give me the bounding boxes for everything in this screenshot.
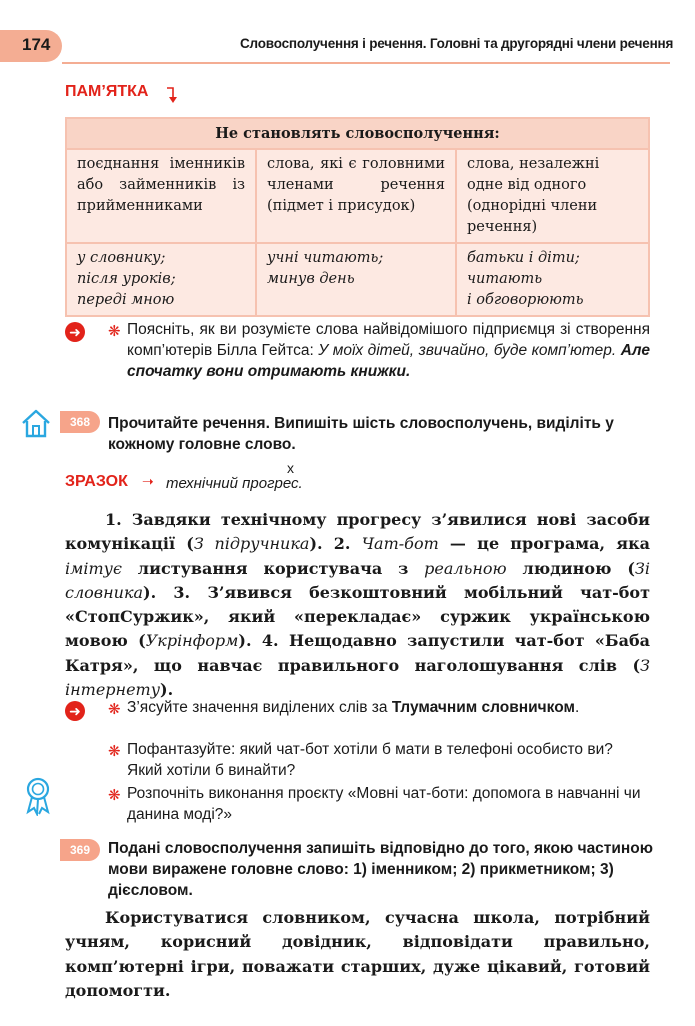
exercise-number-368: 368 xyxy=(60,411,100,433)
sample-mark: x xyxy=(287,460,294,476)
star-bullet-icon: ❋ xyxy=(108,701,121,718)
memo-examples-2: учні читають; минув день xyxy=(256,243,456,316)
memo-rule-1: поєднання іменників або займенників із прийменниками xyxy=(66,149,256,243)
star-bullet-icon: ❋ xyxy=(108,323,121,340)
memo-examples-1: у словнику; після уроків; переді мною xyxy=(66,243,256,316)
memo-rule-3: слова, незалежні одне від одного (однорідні члени речення) xyxy=(456,149,649,243)
memo-title: ПАМ’ЯТКА xyxy=(65,83,149,100)
exercise-number-369: 369 xyxy=(60,839,100,861)
memo-table xyxy=(65,117,650,317)
down-arrow-icon xyxy=(165,86,179,106)
page-number: 174 xyxy=(22,35,51,54)
arrow-right-icon: ➜ xyxy=(65,322,85,342)
star-bullet-icon: ❋ xyxy=(108,787,121,804)
subtask-2: Пофантазуйте: який чат-бот хотіли б мати в телефоні особисто ви? Який хотіли б винайти? xyxy=(127,741,613,779)
running-head: Словосполучення і речення. Головні та другорядні члени речення xyxy=(240,36,674,51)
sample-label: ЗРАЗОК xyxy=(65,473,128,490)
header-divider xyxy=(62,62,670,64)
award-medal-icon xyxy=(22,776,54,816)
memo-rule-2: слова, які є головними членами речення (підмет і присудок) xyxy=(256,149,456,243)
arrow-right-icon: ➜ xyxy=(65,701,85,721)
exercise-369-text: Користуватися словником, сучасна школа, потрібний учням, корисний довідник, відповідати правильно, комп’ютерні ігри, поважати старших, дуже цікавий, готовий допомогти. xyxy=(65,908,650,1000)
exercise-369-task: Подані словосполучення запишіть відповідно до того, якою частиною мови виражене головне слово: 1) іменником; 2) прикметником; 3) дієсловом. xyxy=(108,840,653,899)
subtask-3: Розпочніть виконання проєкту «Мовні чат-боти: допомога в навчанні чи данина моді?» xyxy=(127,785,641,823)
exercise-368-task: Прочитайте речення. Випишіть шість словосполучень, виділіть у кожному головне слово. xyxy=(108,415,614,453)
sample-arrow-icon: ➝ xyxy=(142,473,154,489)
gates-task: Поясніть, як ви розумієте слова найвідомішого підприємця зі створення комп’ютерів Білла Гейтса: У моїх дітей, звичайно, буде комп’ютер. Але спочатку вони отримають книжки. xyxy=(127,321,650,380)
sample-text: технічний прогрес. xyxy=(166,475,303,492)
memo-table-header: Не становлять словосполучення: xyxy=(66,118,649,149)
exercise-368-text: 1. Завдяки технічному прогресу з’явилися нові засоби комунікації (З підручника). 2. Чат-бот — це програма, яка імітує листування користувача з реальною людиною (Зі словника). 3. З’явився безкоштовний мобільний чат-бот «СтопСуржик», який «перекладає» суржик українською мовою (Укрінформ). 4. Нещодавно запустили чат-бот «Баба Катря», що навчає правильного наголошування слів (З інтернету). xyxy=(65,510,651,700)
home-task-icon xyxy=(20,407,52,439)
subtask-1: З’ясуйте значення виділених слів за Тлумачним словничком. xyxy=(127,699,580,716)
star-bullet-icon: ❋ xyxy=(108,743,121,760)
memo-examples-3: батьки і діти; читають і обговорюють xyxy=(456,243,649,316)
